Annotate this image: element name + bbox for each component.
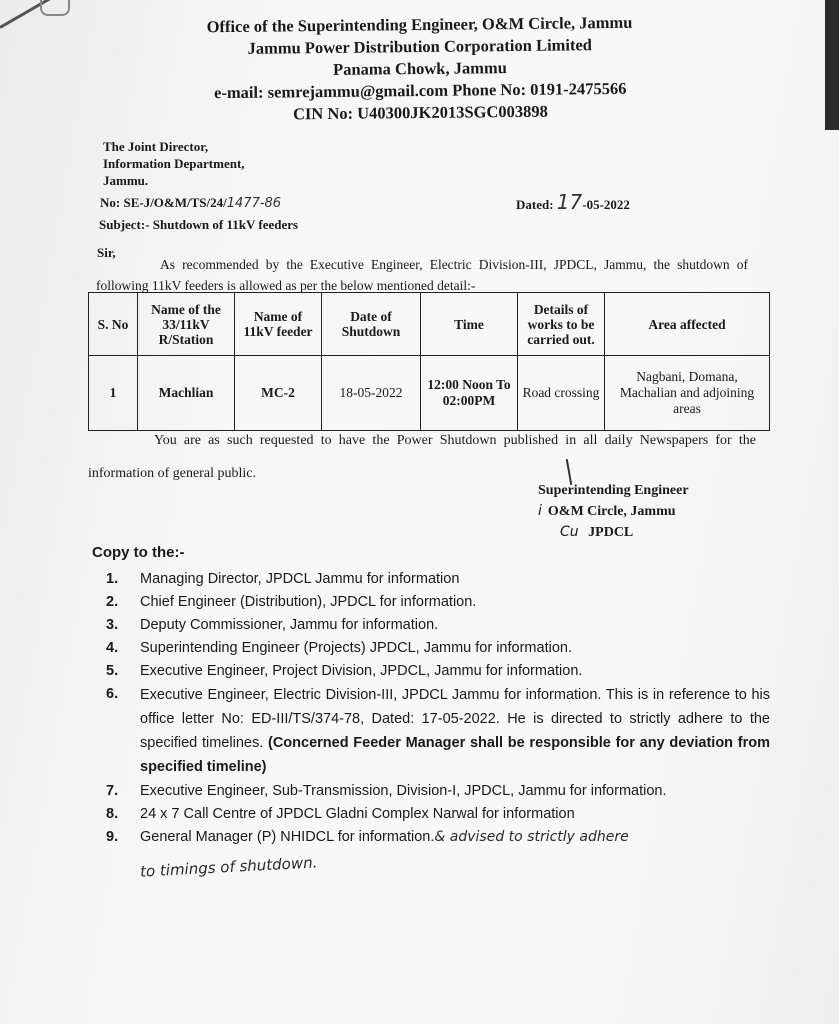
- initial-mark: Cu: [560, 524, 579, 540]
- list-item: 6. Executive Engineer, Electric Division-III, JPDCL Jammu for information. This is in reference to his office letter No: ED-III/TS/374-78, Dated: 17-05-2022. He is directed to strictly adhere to the specified timelines. (Concerned Feeder Manager shall be responsible for any deviation from specified timeline): [106, 686, 771, 775]
- letterhead-office: Office of the Superintending Engineer, O&M Circle, Jammu: [206, 12, 633, 37]
- col-time: Time: [421, 293, 518, 356]
- list-item: 5. Executive Engineer, Project Division, JPDCL, Jammu for information.: [106, 663, 583, 679]
- col-station: Name of the 33/11kV R/Station: [138, 293, 235, 356]
- intro-paragraph: As recommended by the Executive Engineer, Electric Division-III, JPDCL, Jammu, the shutdown of following 11kV feeders is allowed as per the below mentioned detail:-: [96, 257, 748, 293]
- cell-area: Nagbani, Domana, Machalian and adjoining areas: [605, 356, 770, 431]
- background-edge: [825, 0, 839, 130]
- paper-clip: [40, 0, 70, 16]
- date-label: Dated:: [516, 197, 554, 212]
- signatory-title: Superintending Engineer: [538, 483, 689, 498]
- reference-handwritten: 1477-86: [226, 196, 282, 211]
- col-sno: S. No: [89, 293, 138, 356]
- addressee-line: Information Department,: [103, 156, 245, 171]
- directive-bold: (Concerned Feeder Manager shall be responsible for any deviation from specified timeline): [140, 735, 771, 775]
- addressee-block: [103, 138, 245, 189]
- addressee-line: Jammu.: [103, 173, 149, 188]
- cell-date: 18-05-2022: [322, 356, 421, 431]
- table-header-row: [89, 293, 770, 356]
- signatory-circle: i O&M Circle, Jammu: [538, 503, 676, 519]
- table-row: [89, 356, 770, 431]
- list-item: 8. 24 x 7 Call Centre of JPDCL Gladni Complex Narwal for information: [106, 806, 575, 822]
- cell-feeder: MC-2: [235, 356, 322, 431]
- shutdown-table: [88, 292, 770, 431]
- handwritten-note-line2: to timings of shutdown.: [139, 853, 318, 881]
- letterhead-contact: e-mail: semrejammu@gmail.com Phone No: 0191-2475566: [213, 78, 627, 103]
- cell-works: Road crossing: [518, 356, 605, 431]
- list-item: 4. Superintending Engineer (Projects) JPDCL, Jammu for information.: [106, 640, 572, 656]
- col-feeder: Name of 11kV feeder: [235, 293, 322, 356]
- letterhead-address: Panama Chowk, Jammu: [333, 58, 507, 79]
- list-item: 7. Executive Engineer, Sub-Transmission, Division-I, JPDCL, Jammu for information.: [106, 783, 667, 799]
- col-date: Date of Shutdown: [322, 293, 421, 356]
- copy-to-heading: Copy to the:-: [92, 544, 185, 561]
- handwritten-note: & advised to strictly adhere: [434, 829, 629, 845]
- letterhead-cin: CIN No: U40300JK2013SGC003898: [292, 101, 548, 124]
- reference-number: [100, 195, 281, 211]
- list-item: 2. Chief Engineer (Distribution), JPDCL for information.: [106, 594, 477, 610]
- salutation: Sir,: [97, 245, 116, 260]
- letterhead: [149, 11, 690, 127]
- col-area: Area affected: [605, 293, 770, 356]
- list-item: 3. Deputy Commissioner, Jammu for information.: [106, 617, 439, 633]
- date-day-handwritten: 17: [556, 190, 583, 214]
- letterhead-company: Jammu Power Distribution Corporation Limited: [247, 35, 593, 58]
- signatory-org: Cu JPDCL: [560, 524, 634, 540]
- initial-mark: i: [538, 503, 542, 519]
- subject-line: Subject:- Shutdown of 11kV feeders: [99, 217, 299, 232]
- date-rest: -05-2022: [582, 197, 630, 212]
- cell-time: 12:00 Noon To 02:00PM: [421, 356, 518, 431]
- date-line: [516, 190, 630, 214]
- signature-block: [538, 481, 689, 543]
- cell-sno: 1: [89, 356, 138, 431]
- copy-to-list: [106, 568, 770, 849]
- request-paragraph: You are as such requested to have the Power Shutdown published in all daily Newspapers for the information of general public.: [88, 433, 756, 481]
- reference-prefix: No: SE-J/O&M/TS/24/: [100, 195, 227, 210]
- col-works: Details of works to be carried out.: [518, 293, 605, 356]
- cell-station: Machlian: [138, 356, 235, 431]
- addressee-line: The Joint Director,: [103, 139, 209, 154]
- list-item: 9. General Manager (P) NHIDCL for information.& advised to strictly adhere: [106, 829, 629, 845]
- list-item: 1. Managing Director, JPDCL Jammu for information: [106, 571, 460, 587]
